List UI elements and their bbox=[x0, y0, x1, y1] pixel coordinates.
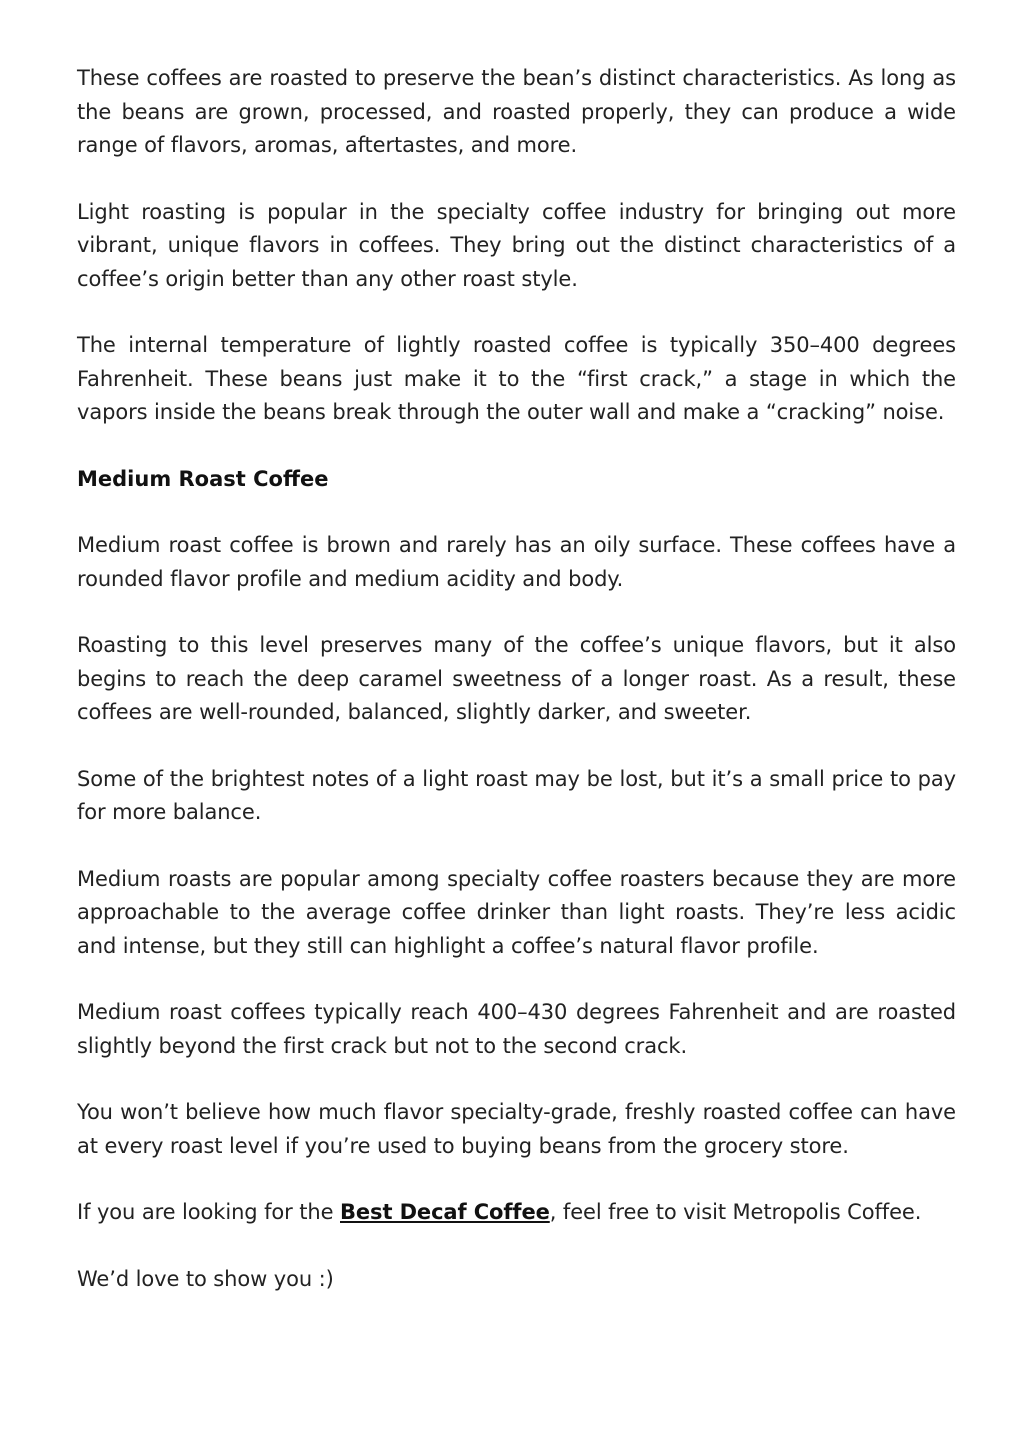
paragraph-medium-roast-flavors: Roasting to this level preserves many of the coffee’s unique flavors, but it also begins to reach the deep caramel sweetness of a longer roast. As a result, these coffees are well-rounded, balanced, slightly darker, and sweeter. bbox=[77, 633, 956, 724]
paragraph-specialty-flavor: You won’t believe how much flavor specialty-grade, freshly roasted coffee can have at every roast level if you’re used to buying beans from the grocery store. bbox=[77, 1100, 956, 1158]
section-heading-medium-roast: Medium Roast Coffee bbox=[77, 466, 329, 491]
best-decaf-coffee-link[interactable]: Best Decaf Coffee bbox=[340, 1200, 550, 1224]
cta-suffix: , feel free to visit Metropolis Coffee. bbox=[549, 1200, 922, 1224]
document-page bbox=[77, 62, 956, 1329]
paragraph-brightness-tradeoff: Some of the brightest notes of a light roast may be lost, but it’s a small price to pay for more balance. bbox=[77, 766, 956, 824]
paragraph-medium-roast-description: Medium roast coffee is brown and rarely has an oily surface. These coffees have a rounded flavor profile and medium acidity and body. bbox=[77, 533, 956, 591]
paragraph-light-roast-temperature: The internal temperature of lightly roasted coffee is typically 350–400 degrees Fahrenheit. These beans just make it to the “first crack,” a stage in which the vapors inside the beans break through the outer wall and make a “cracking” noise. bbox=[77, 333, 956, 424]
paragraph-medium-roast-popularity: Medium roasts are popular among specialty coffee roasters because they are more approachable to the average coffee drinker than light roasts. They’re less acidic and intense, but they still can highlight a coffee’s natural flavor profile. bbox=[77, 866, 956, 958]
paragraph-roast-characteristics: These coffees are roasted to preserve the bean’s distinct characteristics. As long as the beans are grown, processed, and roasted properly, they can produce a wide range of flavors, aromas, aftertastes, and more. bbox=[77, 66, 956, 157]
paragraph-medium-roast-temperature: Medium roast coffees typically reach 400–430 degrees Fahrenheit and are roasted slightly beyond the first crack but not to the second crack. bbox=[77, 1000, 956, 1058]
cta-prefix: If you are looking for the bbox=[77, 1200, 340, 1224]
paragraph-call-to-action bbox=[77, 1196, 956, 1230]
paragraph-light-roasting-popularity: Light roasting is popular in the specialty coffee industry for bringing out more vibrant, unique flavors in coffees. They bring out the distinct characteristics of a coffee’s origin better than any other roast style. bbox=[77, 199, 956, 291]
paragraph-closing: We’d love to show you :) bbox=[77, 1266, 334, 1291]
